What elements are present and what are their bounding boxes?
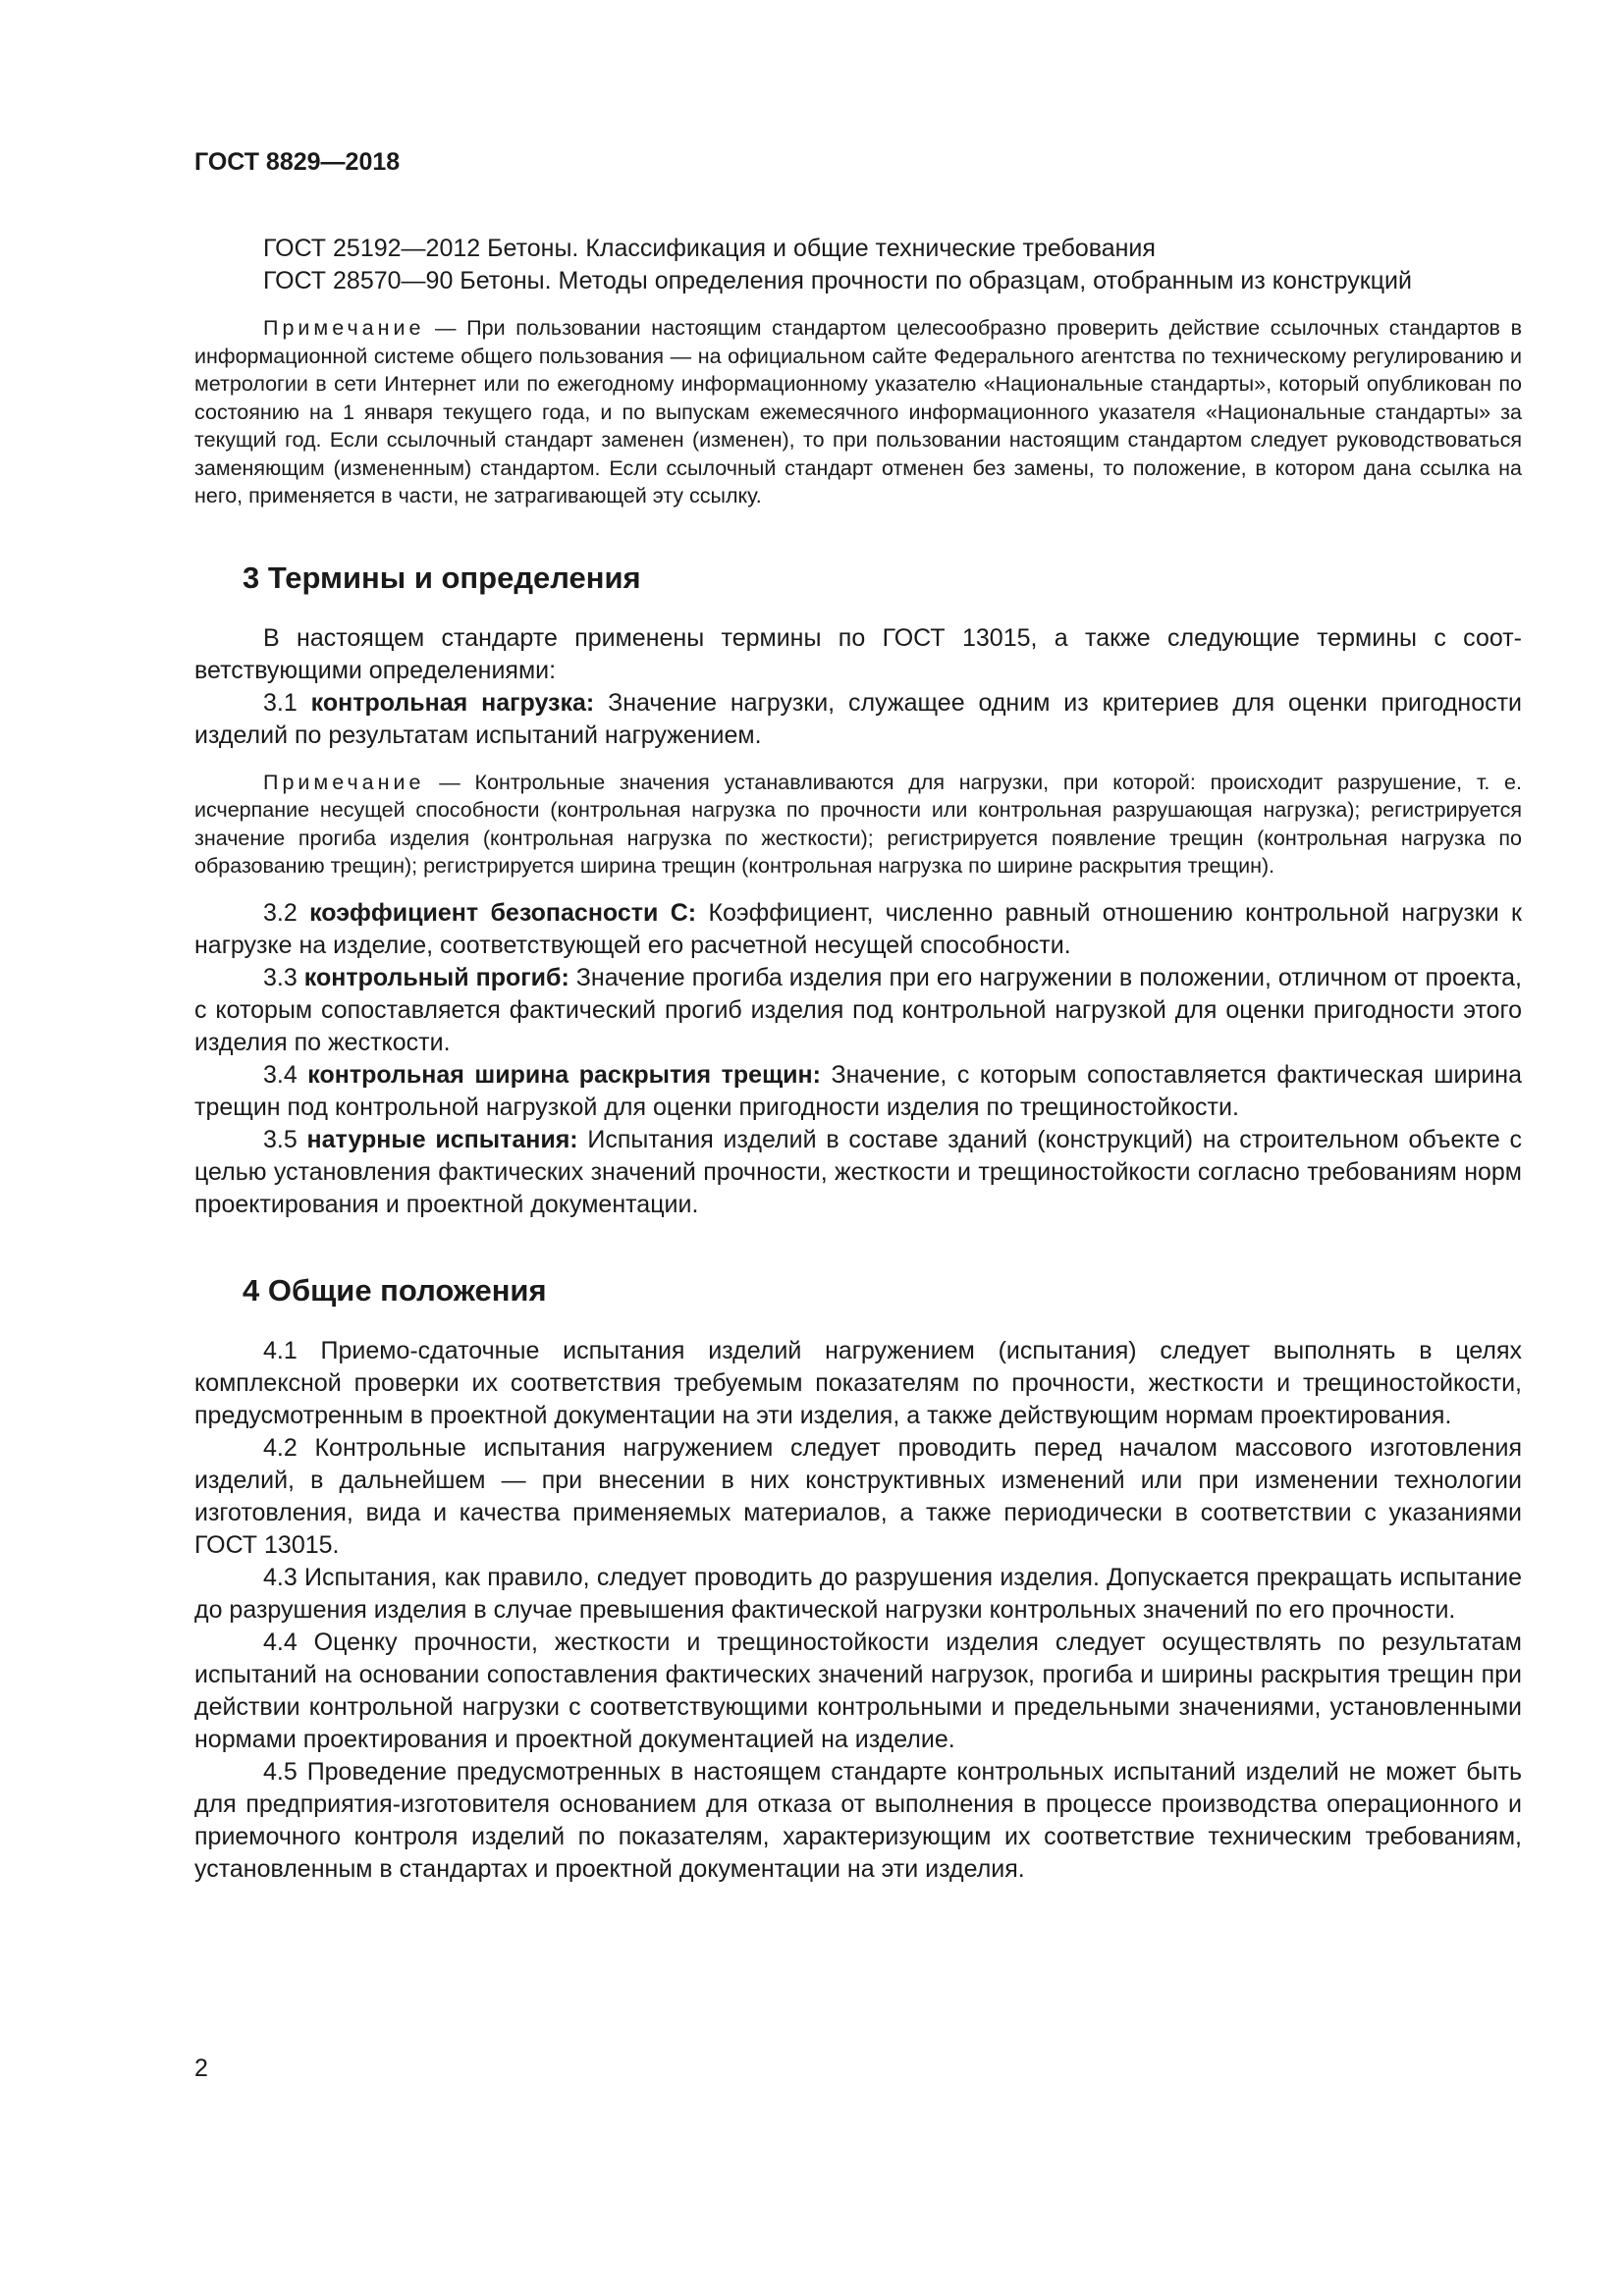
note-label: Примечание xyxy=(263,316,425,340)
term-name: натурные испытания: xyxy=(306,1125,578,1153)
term-3-3 xyxy=(194,962,1522,1059)
term-number: 3.1 xyxy=(263,688,311,717)
term-3-4 xyxy=(194,1059,1522,1124)
page-number: 2 xyxy=(194,2055,208,2082)
term-number: 3.5 xyxy=(263,1125,307,1153)
clause-4-4: 4.4 Оценку прочности, жесткости и трещиностойкости изделия следует осуществлять по результатам испытаний на основании сопоставления фактических значений нагрузок, прогиба и ширины раскрытия трещин при действии контрольной нагрузки с соответствующими контрольными и предельными значениями, установленными нормами проектирования и проектной документацией на изделие. xyxy=(194,1628,1522,1753)
references-note xyxy=(194,314,1522,510)
clause-4-3: 4.3 Испытания, как правило, следует проводить до разрушения изделия. Допускается прекращать испытание до разрушения изделия в случае превышения фактической нагрузки контрольных значений по его прочности. xyxy=(194,1563,1522,1624)
term-name: контрольная нагрузка: xyxy=(310,688,595,717)
section-3-title: 3 Термины и определения xyxy=(243,560,641,595)
term-number: 3.2 xyxy=(263,898,310,927)
document-page xyxy=(194,147,1522,1886)
note-text: — Контрольные значения устанавливаются для нагрузки, при которой: происходит разрушение, т. е. исчерпание несущей способности (контрольная нагрузка по прочности или контрольная разрушающая нагрузка); регистрируется значение прогиба изделия (контрольная нагрузка по жесткости); регистрируется появление трещин (контрольная нагрузка по образованию трещин); регистрируется ширина трещин (контрольная нагрузка по ширине раскрытия трещин). xyxy=(194,770,1522,878)
note-label: Примечание xyxy=(263,770,425,794)
document-header-code: ГОСТ 8829—2018 xyxy=(194,148,401,176)
term-definition: Значение нагрузки, служащее одним из критериев для оценки пригодности изделий по результатам испытаний нагружением. xyxy=(194,688,1523,749)
clause-4-1: 4.1 Приемо-сдаточные испытания изделий нагружением (испытания) следует выполнять в целях комплексной проверки их соответствия требуемым показателям по прочности, жесткости и трещиностойкости, предусмотренным в проектной документации на эти изделия, а также действующим нормам проектирования. xyxy=(194,1336,1522,1429)
term-name: коэффициент безопасности C: xyxy=(309,898,697,927)
clause-4-2: 4.2 Контрольные испытания нагружением следует проводить перед началом массового изготовления изделий, в дальнейшем — при внесении в них конструктивных изменений или при изменении технологии изготовления, вида и качества применяемых материалов, а также периодически в соответствии с указаниями ГОСТ 13015. xyxy=(194,1433,1522,1559)
term-name: контрольная ширина раскрытия трещин: xyxy=(307,1060,821,1089)
section-4-title: 4 Общие положения xyxy=(243,1272,547,1308)
term-3-5 xyxy=(194,1124,1522,1221)
section-3-intro: В настоящем стандарте применены термины по ГОСТ 13015, а также следующие термины с соответствующими определениями: xyxy=(194,623,1522,684)
term-number: 3.4 xyxy=(263,1060,308,1089)
term-definition: Значение прогиба изделия при его нагружении в положении, отличном от проекта, с которым сопоставляется фактический прогиб изделия под контрольной нагрузкой для оценки пригодности этого изделия по жесткости. xyxy=(194,963,1522,1056)
note-text: — При пользовании настоящим стандартом целесообразно проверить действие ссылочных стандартов в информационной системе общего пользования — на официальном сайте Федерального агентства по техническому регулированию и метрологии в сети Интернет или по ежегодному информационному указателю «Национальные стандарты», который опубликован по состоянию на 1 января текущего года, и по выпускам ежемесячного информационного указателя «Национальные стандарты» за текущий год. Если ссылочный стандарт заменен (изменен), то при пользовании настоящим стандартом следует руководствоваться заменяющим (измененным) стандартом. Если ссылочный стандарт отменен без замены, то положение, в котором дана ссылка на него, применяется в части, не затрагивающей эту ссылку. xyxy=(194,316,1522,507)
term-definition: Значение, с которым сопоставляется фактическая ширина трещин под контрольной нагрузкой для оценки пригодности изделия по трещиностойкости. xyxy=(194,1060,1523,1121)
term-number: 3.3 xyxy=(263,963,304,991)
term-name: контрольный прогиб: xyxy=(303,963,569,991)
clause-4-5: 4.5 Проведение предусмотренных в настоящем стандарте контрольных испытаний изделий не может быть для предприятия-изготовителя основанием для отказа от выполнения в процессе производства операционного и приемочного контроля изделий по показателям, характеризующим их соответствие техническим требованиям, установленным в стандартах и проектной документации на эти изделия. xyxy=(194,1757,1522,1883)
term-3-1-note xyxy=(194,769,1522,881)
term-3-2 xyxy=(194,897,1522,962)
term-definition: Испытания изделий в составе зданий (конструкций) на строительном объекте с целью установления фактических значений прочности, жесткости и трещиностойкости согласно требованиям норм проектирования и проектной документации. xyxy=(194,1125,1522,1218)
term-3-1 xyxy=(194,687,1522,752)
term-definition: Коэффициент, численно равный отношению контрольной нагрузки к нагрузке на изделие, соответствующей его расчетной несущей способности. xyxy=(194,898,1522,959)
reference-gost-28570: ГОСТ 28570—90 Бетоны. Методы определения прочности по образцам, отобранным из конструкций xyxy=(263,267,1412,294)
reference-gost-25192: ГОСТ 25192—2012 Бетоны. Классификация и общие технические требования xyxy=(263,235,1156,262)
